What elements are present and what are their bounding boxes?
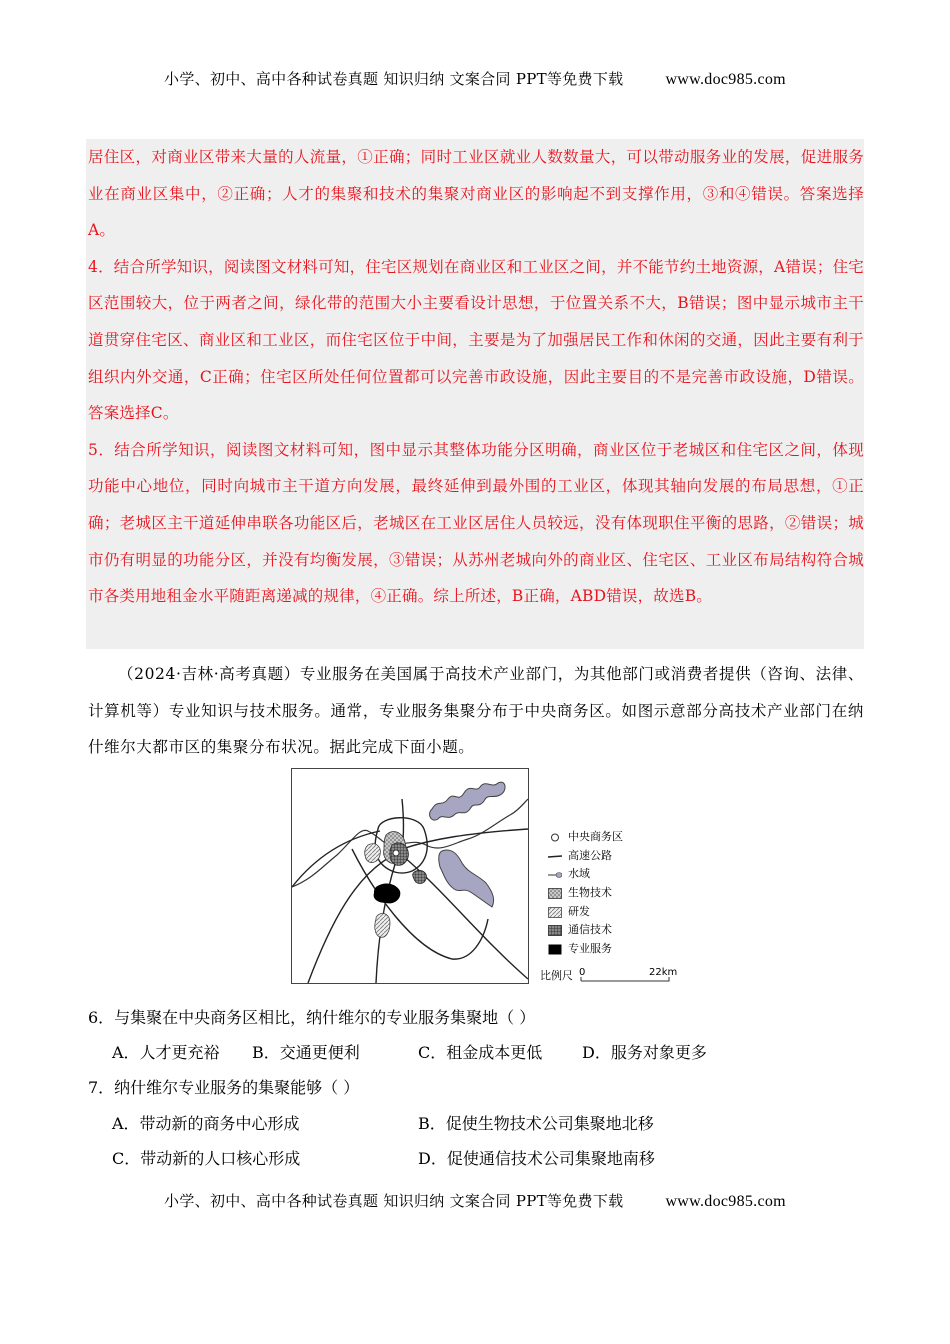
river-shape	[292, 799, 528, 887]
scale-label: 比例尺	[540, 969, 573, 982]
q7-option-c[interactable]: C．带动新的人口核心形成	[112, 1149, 301, 1168]
page-footer	[0, 1190, 950, 1211]
legend-label: 高速公路	[568, 848, 612, 862]
footer-text: 小学、初中、高中各种试卷真题 知识归纳 文案合同 PPT等免费下载	[164, 1192, 624, 1210]
page-header	[0, 68, 950, 89]
legend-telecom	[548, 921, 623, 940]
scale-zero: 0	[578, 967, 585, 978]
water-icon	[548, 869, 562, 880]
q6-option-d[interactable]: D．服务对象更多	[582, 1043, 707, 1062]
scale-end: 22km	[648, 967, 677, 978]
legend-label: 通信技术	[568, 923, 612, 937]
cbd-marker	[393, 850, 399, 856]
legend-professional	[548, 940, 623, 959]
header-site-link[interactable]: www.doc985.com	[665, 71, 786, 88]
question-7-stem: 7．纳什维尔专业服务的集聚能够（ ）	[88, 1078, 360, 1097]
telecom-icon	[548, 925, 562, 936]
highway-east	[402, 829, 528, 849]
cbd-icon	[548, 832, 562, 843]
question-intro	[88, 656, 864, 766]
map-legend	[548, 828, 623, 959]
q7-option-b[interactable]: B．促使生物技术公司集聚地北移	[418, 1114, 654, 1133]
footer-site-link[interactable]: www.doc985.com	[665, 1193, 786, 1210]
legend-label: 研发	[568, 904, 590, 918]
legend-highway	[548, 847, 623, 866]
research-cluster-north	[365, 844, 381, 863]
biotech-icon	[548, 888, 562, 899]
answer-continued: 居住区，对商业区带来大量的人流量，①正确；同时工业区就业人数数量大，可以带动服务业的发展，促进服务业在商业区集中，②正确；人才的集聚和技术的集聚对商业区的影响起不到支撑作用，③和④错误。答案选择A。	[88, 148, 864, 240]
professional-services-cluster	[374, 884, 401, 904]
legend-water	[548, 865, 623, 884]
legend-label: 水域	[568, 867, 590, 881]
lake-north	[430, 782, 506, 820]
answer-q5: 5．结合所学知识，阅读图文材料可知，图中显示其整体功能分区明确，商业区位于老城区和住宅区之间，体现功能中心地位，同时向城市主干道方向发展，最终延伸到最外围的工业区，体现其轴向发展的布局思想，①正确；老城区主干道延伸串联各功能区后，老城区在工业区居住人员较远，没有体现职住平衡的思路，②错误；城市仍有明显的功能分区，并没有均衡发展，③错误；从苏州老城向外的商业区、住宅区、工业区布局结构符合城市各类用地租金水平随距离递减的规律，④正确。综上所述，B正确，ABD错误，故选B。	[88, 440, 864, 606]
research-cluster-south	[375, 913, 390, 937]
q7-option-d[interactable]: D．促使通信技术公司集聚地南移	[418, 1149, 655, 1168]
q7-option-a[interactable]: A．带动新的商务中心形成	[112, 1114, 300, 1133]
header-text: 小学、初中、高中各种试卷真题 知识归纳 文案合同 PPT等免费下载	[164, 70, 624, 88]
answer-q4: 4．结合所学知识，阅读图文材料可知，住宅区规划在商业区和工业区之间，并不能节约土地资源，A错误；住宅区范围较大，位于两者之间，绿化带的范围大小主要看设计思想，于位置关系不大，B错误；图中显示城市主干道贯穿住宅区、商业区和工业区，而住宅区位于中间，主要是为了加强居民工作和休闲的交通，因此主要有利于组织内外交通，C正确；住宅区所处任何位置都可以完善市政设施，因此主要目的不是完善市政设施，D错误。答案选择C。	[88, 257, 864, 423]
legend-label: 生物技术	[568, 886, 612, 900]
q6-option-c[interactable]: C．租金成本更低	[418, 1043, 543, 1062]
question-6-stem: 6．与集聚在中央商务区相比，纳什维尔的专业服务集聚地（ ）	[88, 1008, 536, 1027]
highway-icon	[548, 851, 562, 862]
professional-services-icon	[548, 944, 562, 955]
legend-label: 中央商务区	[568, 830, 623, 843]
scale-graphic	[577, 967, 677, 987]
legend-label: 专业服务	[568, 942, 612, 956]
intro-text: （2024·吉林·高考真题）专业服务在美国属于高技术产业部门，为其他部门或消费者提供（咨询、法律、计算机等）专业知识与技术服务。通常，专业服务集聚分布于中央商务区。如图示意部分高技术产业部门在纳什维尔大都市区的集聚分布状况。据此完成下面小题。	[88, 665, 864, 756]
telecom-cluster-east	[413, 870, 427, 883]
legend-cbd	[548, 828, 623, 847]
legend-research	[548, 903, 623, 922]
scale-bar	[540, 967, 677, 987]
nashville-map	[291, 768, 529, 984]
legend-biotech	[548, 884, 623, 903]
research-icon	[548, 907, 562, 918]
q6-option-a[interactable]: A．人才更充裕	[112, 1043, 220, 1062]
answer-explanation-box	[86, 139, 864, 649]
q6-option-b[interactable]: B．交通更便利	[252, 1043, 360, 1062]
map-drawing	[292, 769, 528, 983]
